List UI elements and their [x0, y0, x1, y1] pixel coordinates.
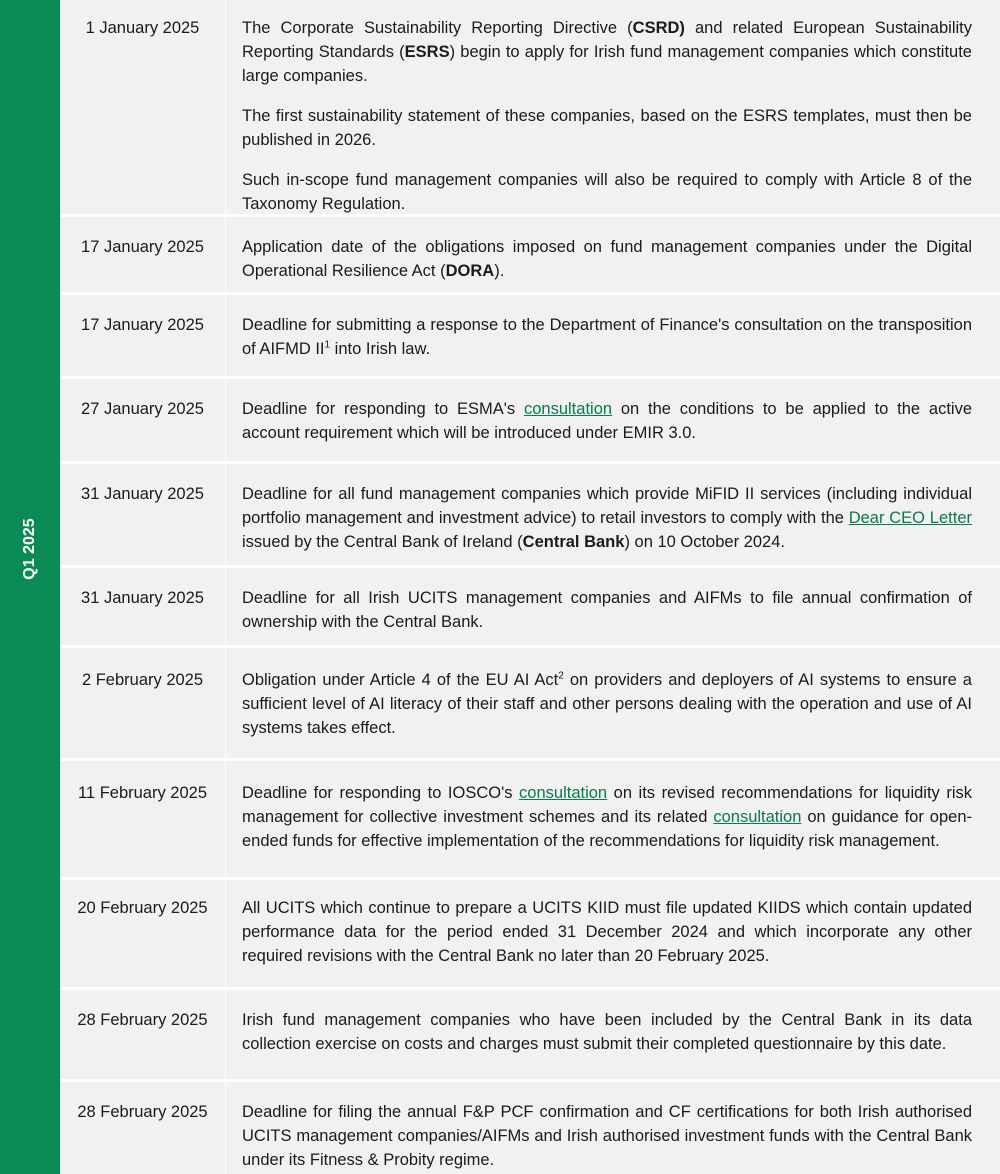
date-text: 31 January 2025 — [81, 589, 204, 607]
bold-term: ESRS — [404, 43, 450, 61]
date-text: 20 February 2025 — [77, 899, 208, 917]
consultation-link[interactable]: consultation — [523, 400, 613, 418]
row-date — [60, 295, 226, 376]
row-date — [60, 379, 226, 461]
text: on providers and deployers of AI systems to ensure a sufficient level of AI literacy of their staff and other persons dealing with the operation and use of AI systems takes effect. — [242, 671, 972, 737]
table-row — [60, 379, 1000, 461]
quarter-label: Q1 2025 — [21, 518, 38, 580]
paragraph — [242, 781, 972, 853]
paragraph: Such in-scope fund management companies will also be required to comply with Article 8 of the Taxonomy Regulation. — [242, 171, 972, 213]
row-description — [242, 16, 972, 216]
text: Application date of the obligations imposed on fund management companies under the Digital Operational Resilience Act ( — [242, 238, 972, 280]
paragraph: All UCITS which continue to prepare a UCITS KIID must file updated KIIDS which contain updated performance data for the period ended 31 December 2024 and which incorporate any other required revisions with the Central Bank no later than 20 February 2025. — [242, 899, 972, 965]
paragraph: The first sustainability statement of these companies, based on the ESRS templates, must then be published in 2026. — [242, 107, 972, 149]
row-date — [60, 648, 226, 758]
bold-term: Central Bank — [522, 533, 625, 551]
consultation-link[interactable]: consultation — [713, 808, 802, 826]
row-date — [60, 464, 226, 565]
table-row — [60, 648, 1000, 758]
text: and related European Sustainability Reporting Standards ( — [242, 19, 972, 61]
date-text: 27 January 2025 — [81, 400, 204, 418]
paragraph — [242, 668, 972, 740]
row-date — [60, 568, 226, 645]
paragraph — [242, 235, 972, 283]
table-row — [60, 217, 1000, 292]
table-row — [60, 761, 1000, 877]
bold-term: DORA — [445, 262, 495, 280]
text: Deadline for responding to IOSCO's — [242, 784, 520, 802]
row-date — [60, 217, 226, 292]
date-text: 17 January 2025 — [81, 238, 204, 256]
footnote-ref: 2 — [558, 670, 564, 682]
paragraph: Deadline for filing the annual F&P PCF confirmation and CF certifications for both Irish authorised UCITS management companies/AIFMs and Irish authorised investment funds with the Central Bank under its Fitness & Probity regime. — [242, 1103, 972, 1169]
table-row — [60, 1082, 1000, 1174]
text: on its revised recommendations for liquidity risk management for collective investment schemes and its related — [242, 784, 972, 826]
consultation-link[interactable]: consultation — [519, 784, 608, 802]
table-row — [60, 464, 1000, 565]
row-description — [242, 668, 972, 740]
date-text: 11 February 2025 — [77, 784, 208, 802]
calendar-table — [60, 0, 1000, 1174]
row-date — [60, 761, 226, 877]
text: ) begin to apply for Irish fund management companies which constitute large companies. — [242, 43, 972, 85]
dear-ceo-letter-link[interactable]: Dear CEO Letter — [848, 509, 972, 527]
row-date — [60, 990, 226, 1079]
row-description — [242, 896, 972, 968]
text: Deadline for responding to ESMA's — [242, 400, 524, 418]
date-text: 28 February 2025 — [77, 1103, 208, 1121]
text: ). — [494, 262, 505, 280]
paragraph — [242, 16, 972, 88]
date-text: 2 February 2025 — [81, 671, 204, 689]
paragraph — [242, 397, 972, 445]
text: on guidance for open-ended funds for effective implementation of the recommendations for liquidity risk management. — [242, 808, 973, 850]
text: Deadline for submitting a response to the Department of Finance's consultation on the transposition of AIFMD II — [242, 316, 972, 358]
table-row — [60, 0, 1000, 214]
table-row — [60, 568, 1000, 645]
row-date — [60, 880, 226, 987]
paragraph: Deadline for all Irish UCITS management companies and AIFMs to file annual confirmation of ownership with the Central Bank. — [242, 589, 972, 631]
row-description — [242, 1008, 972, 1056]
bold-term: CSRD) — [632, 19, 685, 37]
date-text: 1 January 2025 — [85, 19, 200, 37]
row-description — [242, 586, 972, 634]
date-text: 17 January 2025 — [81, 316, 204, 334]
text: on the conditions to be applied to the active account requirement which will be introduced under EMIR 3.0. — [242, 400, 973, 442]
date-text: 28 February 2025 — [77, 1011, 208, 1029]
paragraph — [242, 482, 972, 554]
text: issued by the Central Bank of Ireland ( — [242, 533, 523, 551]
row-date — [60, 0, 226, 214]
text: ) on 10 October 2024. — [624, 533, 785, 551]
text: The Corporate Sustainability Reporting Directive ( — [242, 19, 633, 37]
date-text: 31 January 2025 — [81, 485, 204, 503]
row-date — [60, 1082, 226, 1174]
table-row — [60, 295, 1000, 376]
paragraph — [242, 313, 972, 361]
row-description — [242, 482, 972, 554]
footnote-ref: 1 — [324, 339, 331, 351]
row-description — [242, 781, 972, 853]
text: Deadline for all fund management companies which provide MiFID II services (including individual portfolio management and investment advice) to retail investors to comply with the — [242, 485, 972, 527]
row-description — [242, 1100, 972, 1172]
quarter-sidebar — [0, 0, 60, 1174]
row-description — [242, 397, 972, 445]
row-description — [242, 313, 972, 361]
text: Obligation under Article 4 of the EU AI Act — [242, 671, 559, 689]
table-row — [60, 990, 1000, 1079]
table-row — [60, 880, 1000, 987]
text: into Irish law. — [330, 340, 431, 358]
row-description — [242, 235, 972, 283]
paragraph: Irish fund management companies who have been included by the Central Bank in its data collection exercise on costs and charges must submit their completed questionnaire by this date. — [242, 1011, 972, 1053]
